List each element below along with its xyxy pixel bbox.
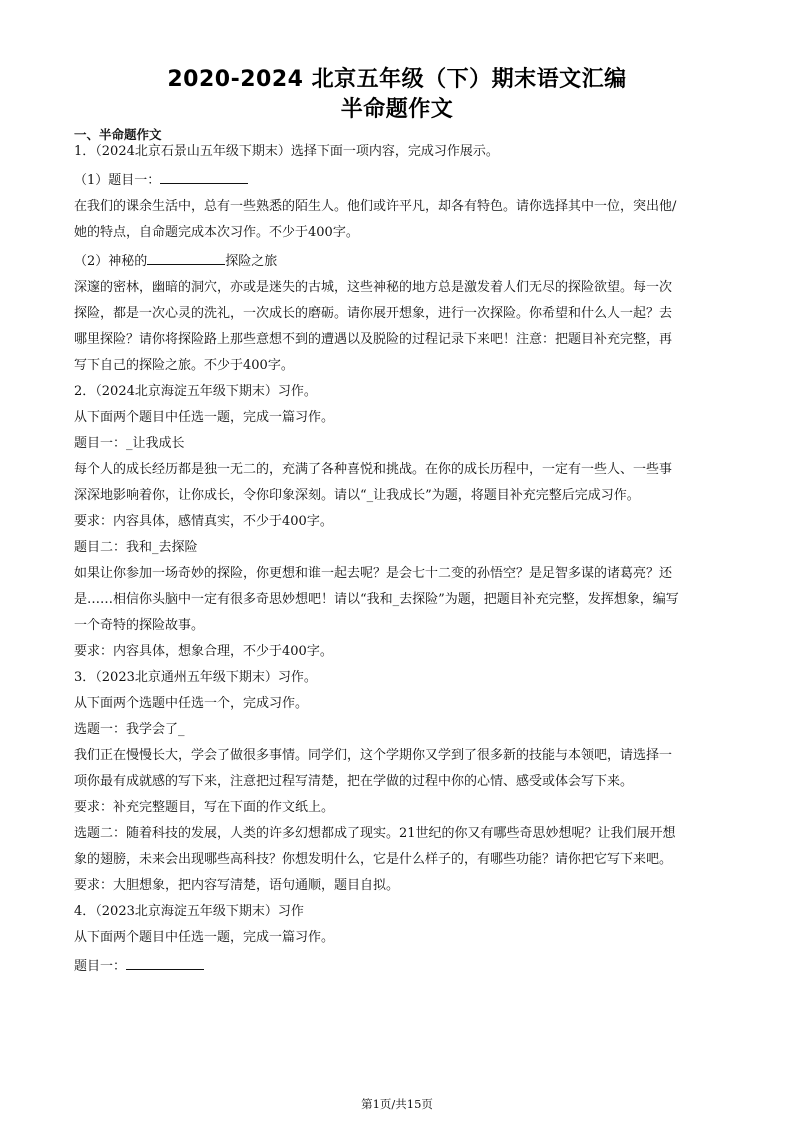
question-3-heading: 3．（2023北京通州五年级下期末）习作。 — [74, 670, 317, 685]
paragraph-line: 我们正在慢慢长大，学会了做很多事情。同学们，这个学期你又学到了很多新的技能与本领吧，请选择一 — [74, 748, 673, 763]
question-4-heading: 4．（2023北京海淀五年级下期末）习作 — [74, 904, 304, 919]
paragraph-line: 每个人的成长经历都是独一无二的，充满了各种喜悦和挑战。在你的成长历程中，一定有一些人、一些事 — [74, 462, 673, 477]
fill-blank — [126, 955, 204, 970]
paragraph-line: 深邃的密林，幽暗的洞穴，亦或是迷失的古城，这些神秘的地方总是激发着人们无尽的探险欲望。每一次 — [74, 280, 673, 295]
requirement-line: 要求：内容具体，感情真实，不少于400字。 — [74, 514, 333, 529]
fill-blank — [160, 169, 248, 184]
question-2-topic-2: 题目二：我和_去探险 — [74, 540, 198, 555]
document-subtitle: 半命题作文 — [340, 97, 454, 122]
question-2-topic-1: 题目一：_让我成长 — [74, 436, 185, 451]
requirement-line: 要求：内容具体，想象合理，不少于400字。 — [74, 644, 333, 659]
paragraph-line: 是……相信你头脑中一定有很多奇思妙想吧！请以“我和_去探险”为题，把题目补充完整，发挥想象，编写 — [74, 592, 679, 607]
paragraph-line: 从下面两个选题中任选一个，完成习作。 — [74, 696, 309, 711]
question-2-heading: 2．（2024北京海淀五年级下期末）习作。 — [74, 384, 317, 399]
paragraph-line: 写下自己的探险之旅。不少于400字。 — [74, 358, 294, 373]
fill-blank — [147, 250, 225, 265]
page-number: 第1页/共15页 — [361, 1097, 433, 1111]
document-body — [74, 143, 722, 984]
paragraph-line: 探险，都是一次心灵的洗礼，一次成长的磨砺。请你展开想象，进行一次探险。你希望和什么人一起？去 — [74, 306, 673, 321]
paragraph-line: 从下面两个题目中任选一题，完成一篇习作。 — [74, 410, 335, 425]
requirement-line: 要求：补充完整题目，写在下面的作文纸上。 — [74, 800, 335, 815]
paragraph-line: 从下面两个题目中任选一题，完成一篇习作。 — [74, 930, 335, 945]
question-1-topic-2: （2）神秘的 探险之旅 — [74, 250, 722, 271]
paragraph-line: 象的翅膀，未来会出现哪些高科技？你想发明什么，它是什么样子的，有哪些功能？请你把它写下来吧。 — [74, 852, 673, 867]
paragraph-line: 一个奇特的探险故事。 — [74, 618, 205, 633]
question-4-topic-1: 题目一： — [74, 955, 722, 976]
question-1-topic-1: （1）题目一： — [74, 169, 722, 190]
paragraph-line: 在我们的课余生活中，总有一些熟悉的陌生人。他们或许平凡，却各有特色。请你选择其中一位，突出他/ — [74, 199, 677, 214]
question-3-topic-1: 选题一：我学会了_ — [74, 722, 185, 737]
document-title: 2020-2024 北京五年级（下）期末语文汇编 — [167, 67, 627, 92]
paragraph-line: 深深地影响着你，让你成长，令你印象深刻。请以“_让我成长”为题，将题目补充完整后完成习作。 — [74, 488, 640, 503]
question-3-topic-2: 选题二：随着科技的发展，人类的许多幻想都成了现实。21世纪的你又有哪些奇思妙想呢？让我们展开想 — [74, 826, 676, 841]
paragraph-line: 如果让你参加一场奇妙的探险，你更想和谁一起去呢？是会七十二变的孙悟空？是足智多谋的诸葛亮？还 — [74, 566, 673, 581]
question-1-heading: 1．（2024北京石景山五年级下期末）选择下面一项内容，完成习作展示。 — [74, 144, 499, 159]
section-heading: 一、半命题作文 — [74, 127, 162, 142]
paragraph-line: 项你最有成就感的写下来，注意把过程写清楚，把在学做的过程中你的心情、感受或体会写下来。 — [74, 774, 634, 789]
requirement-line: 要求：大胆想象，把内容写清楚，语句通顺，题目自拟。 — [74, 878, 400, 893]
paragraph-line: 哪里探险？请你将探险路上那些意想不到的遭遇以及脱险的过程记录下来吧！注意：把题目补充完整，再 — [74, 332, 673, 347]
paragraph-line: 她的特点，自命题完成本次习作。不少于400字。 — [74, 225, 359, 240]
